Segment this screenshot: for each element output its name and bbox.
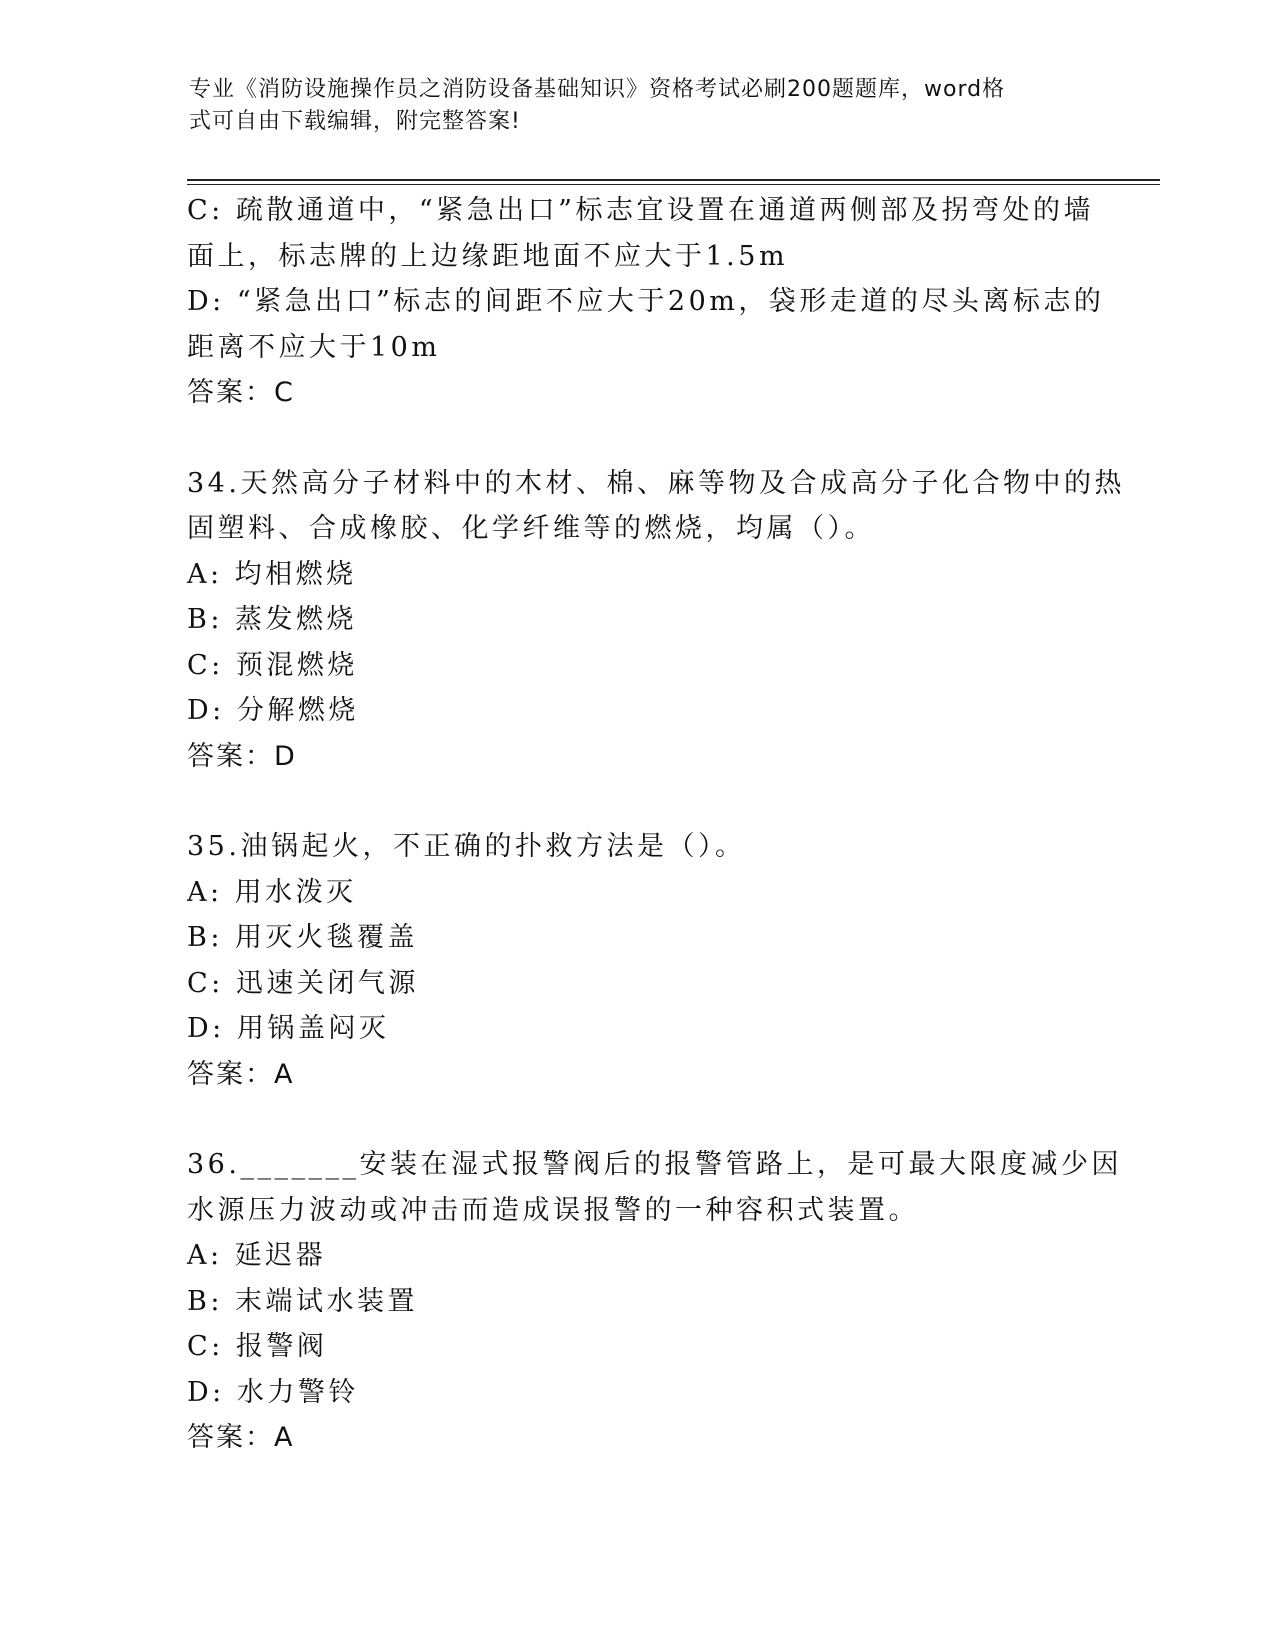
option-d-line-1: D: “紧急出口”标志的间距不应大于20m，袋形走道的尽头离标志的 bbox=[187, 286, 1105, 317]
answer-33: 答案：C bbox=[187, 377, 295, 408]
option-a: A: 用水泼灭 bbox=[187, 876, 357, 908]
option-d: D: 水力警铃 bbox=[187, 1376, 359, 1408]
answer-35: 答案：A bbox=[187, 1058, 295, 1090]
question-text-line-1: 35.油锅起火，不正确的扑救方法是（）。 bbox=[187, 831, 746, 862]
question-34 bbox=[187, 461, 1125, 780]
answer-36: 答案：A bbox=[187, 1422, 295, 1453]
question-33-continuation bbox=[187, 188, 1105, 416]
header-divider-thick bbox=[187, 179, 1160, 181]
option-d: D: 分解燃烧 bbox=[187, 695, 359, 726]
option-a: A: 均相燃烧 bbox=[187, 558, 357, 590]
option-c-line-1: C: 疏散通道中，“紧急出口”标志宜设置在通道两侧部及拐弯处的墙 bbox=[187, 195, 1094, 226]
question-35 bbox=[187, 824, 1087, 1097]
option-c: C: 报警阀 bbox=[187, 1331, 328, 1362]
option-b: B: 用灭火毯覆盖 bbox=[187, 922, 419, 953]
header-line-1: 专业《消防设施操作员之消防设备基础知识》资格考试必刷200题题库，word格 bbox=[189, 77, 1006, 102]
option-d-line-2: 距离不应大于10m bbox=[187, 331, 441, 363]
option-d: D: 用锅盖闷灭 bbox=[187, 1013, 390, 1044]
option-c-line-2: 面上，标志牌的上边缘距地面不应大于1.5m bbox=[187, 240, 789, 272]
option-b: B: 蒸发燃烧 bbox=[187, 604, 358, 635]
question-content bbox=[187, 188, 1125, 1461]
header-line-2: 式可自由下载编辑，附完整答案! bbox=[189, 109, 521, 134]
spacer bbox=[187, 779, 1087, 824]
option-b: B: 末端试水装置 bbox=[187, 1285, 419, 1317]
option-a: A: 延迟器 bbox=[187, 1240, 327, 1271]
option-c: C: 迅速关闭气源 bbox=[187, 967, 419, 999]
spacer bbox=[187, 416, 1087, 461]
question-text-line-2: 水源压力波动或冲击而造成误报警的一种容积式装置。 bbox=[187, 1194, 919, 1226]
question-text-line-2: 固塑料、合成橡胶、化学纤维等的燃烧，均属（）。 bbox=[187, 513, 875, 544]
question-text-line-1: 36._______安装在湿式报警阀后的报警管路上，是可最大限度减少因 bbox=[187, 1149, 1122, 1180]
spacer bbox=[187, 1097, 1087, 1142]
question-36 bbox=[187, 1142, 1122, 1461]
option-c: C: 预混燃烧 bbox=[187, 649, 358, 681]
question-text-line-1: 34.天然高分子材料中的木材、棉、麻等物及合成高分子化合物中的热 bbox=[187, 467, 1125, 499]
document-header bbox=[189, 74, 1089, 138]
header-divider-thin bbox=[187, 184, 1160, 185]
answer-34: 答案：D bbox=[187, 740, 297, 772]
